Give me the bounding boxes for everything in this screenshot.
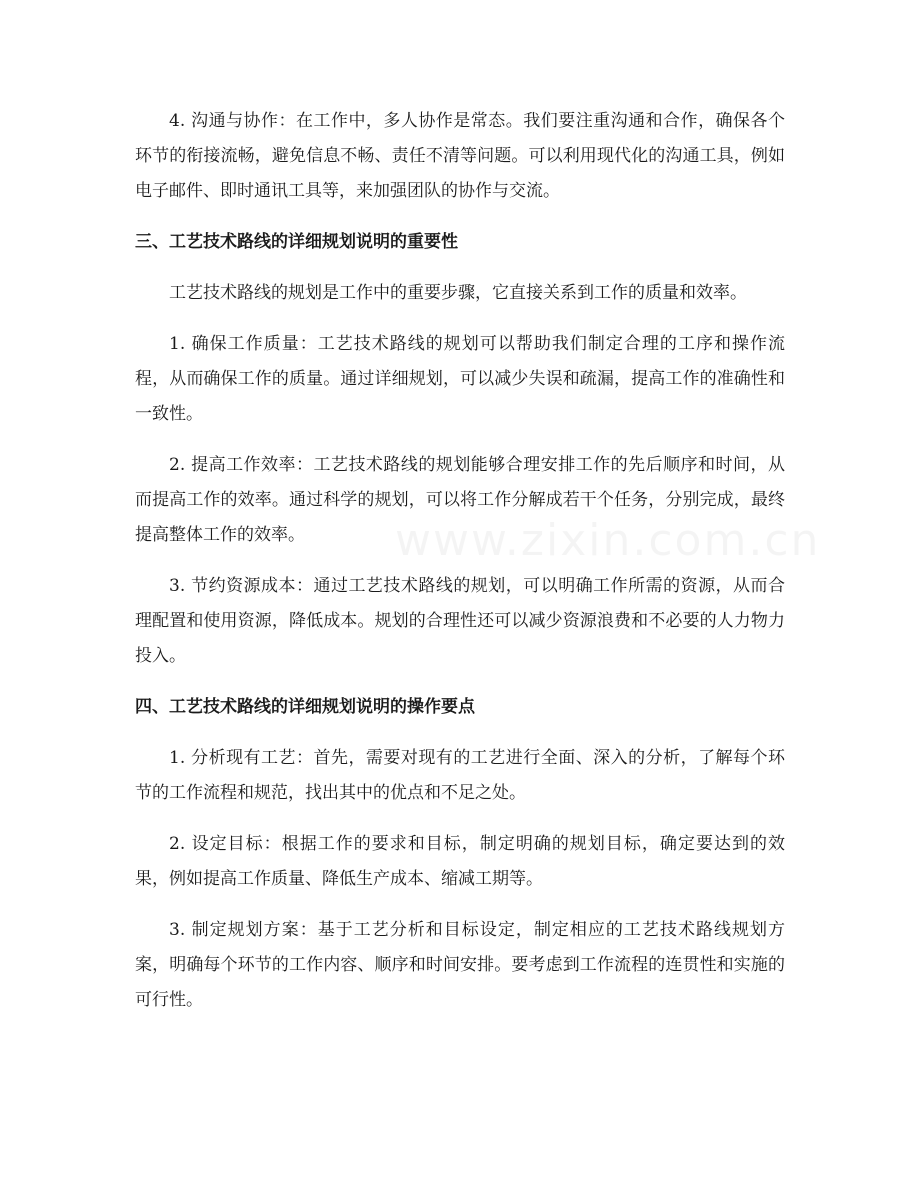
paragraph-goals: 2. 设定目标：根据工作的要求和目标，制定明确的规划目标，确定要达到的效果，例如提高工作质量、降低生产成本、缩减工期等。	[135, 834, 785, 889]
paragraph-plan: 3. 制定规划方案：基于工艺分析和目标设定，制定相应的工艺技术路线规划方案，明确每个环节的工作内容、顺序和时间安排。要考虑到工作流程的连贯性和实施的可行性。	[135, 920, 785, 1010]
paragraph-quality: 1. 确保工作质量：工艺技术路线的规划可以帮助我们制定合理的工序和操作流程，从而确保工作的质量。通过详细规划，可以减少失误和疏漏，提高工作的准确性和一致性。	[135, 334, 785, 424]
section-heading-importance: 三、工艺技术路线的详细规划说明的重要性	[135, 232, 458, 252]
paragraph-importance-intro: 工艺技术路线的规划是工作中的重要步骤，它直接关系到工作的质量和效率。	[169, 283, 747, 303]
watermark	[395, 515, 820, 566]
paragraph-efficiency: 2. 提高工作效率：工艺技术路线的规划能够合理安排工作的先后顺序和时间，从而提高工作的效率。通过科学的规划，可以将工作分解成若干个任务，分别完成，最终提高整体工作的效率。	[135, 455, 785, 545]
section-heading-key-points: 四、工艺技术路线的详细规划说明的操作要点	[135, 697, 475, 717]
paragraph-cost: 3. 节约资源成本：通过工艺技术路线的规划，可以明确工作所需的资源，从而合理配置和使用资源，降低成本。规划的合理性还可以减少资源浪费和不必要的人力物力投入。	[135, 576, 785, 666]
paragraph-communication: 4. 沟通与协作：在工作中，多人协作是常态。我们要注重沟通和合作，确保各个环节的衔接流畅，避免信息不畅、责任不清等问题。可以利用现代化的沟通工具，例如电子邮件、即时通讯工具等，来加强团队的协作与交流。	[135, 111, 785, 201]
paragraph-analysis: 1. 分析现有工艺：首先，需要对现有的工艺进行全面、深入的分析，了解每个环节的工作流程和规范，找出其中的优点和不足之处。	[135, 748, 785, 803]
